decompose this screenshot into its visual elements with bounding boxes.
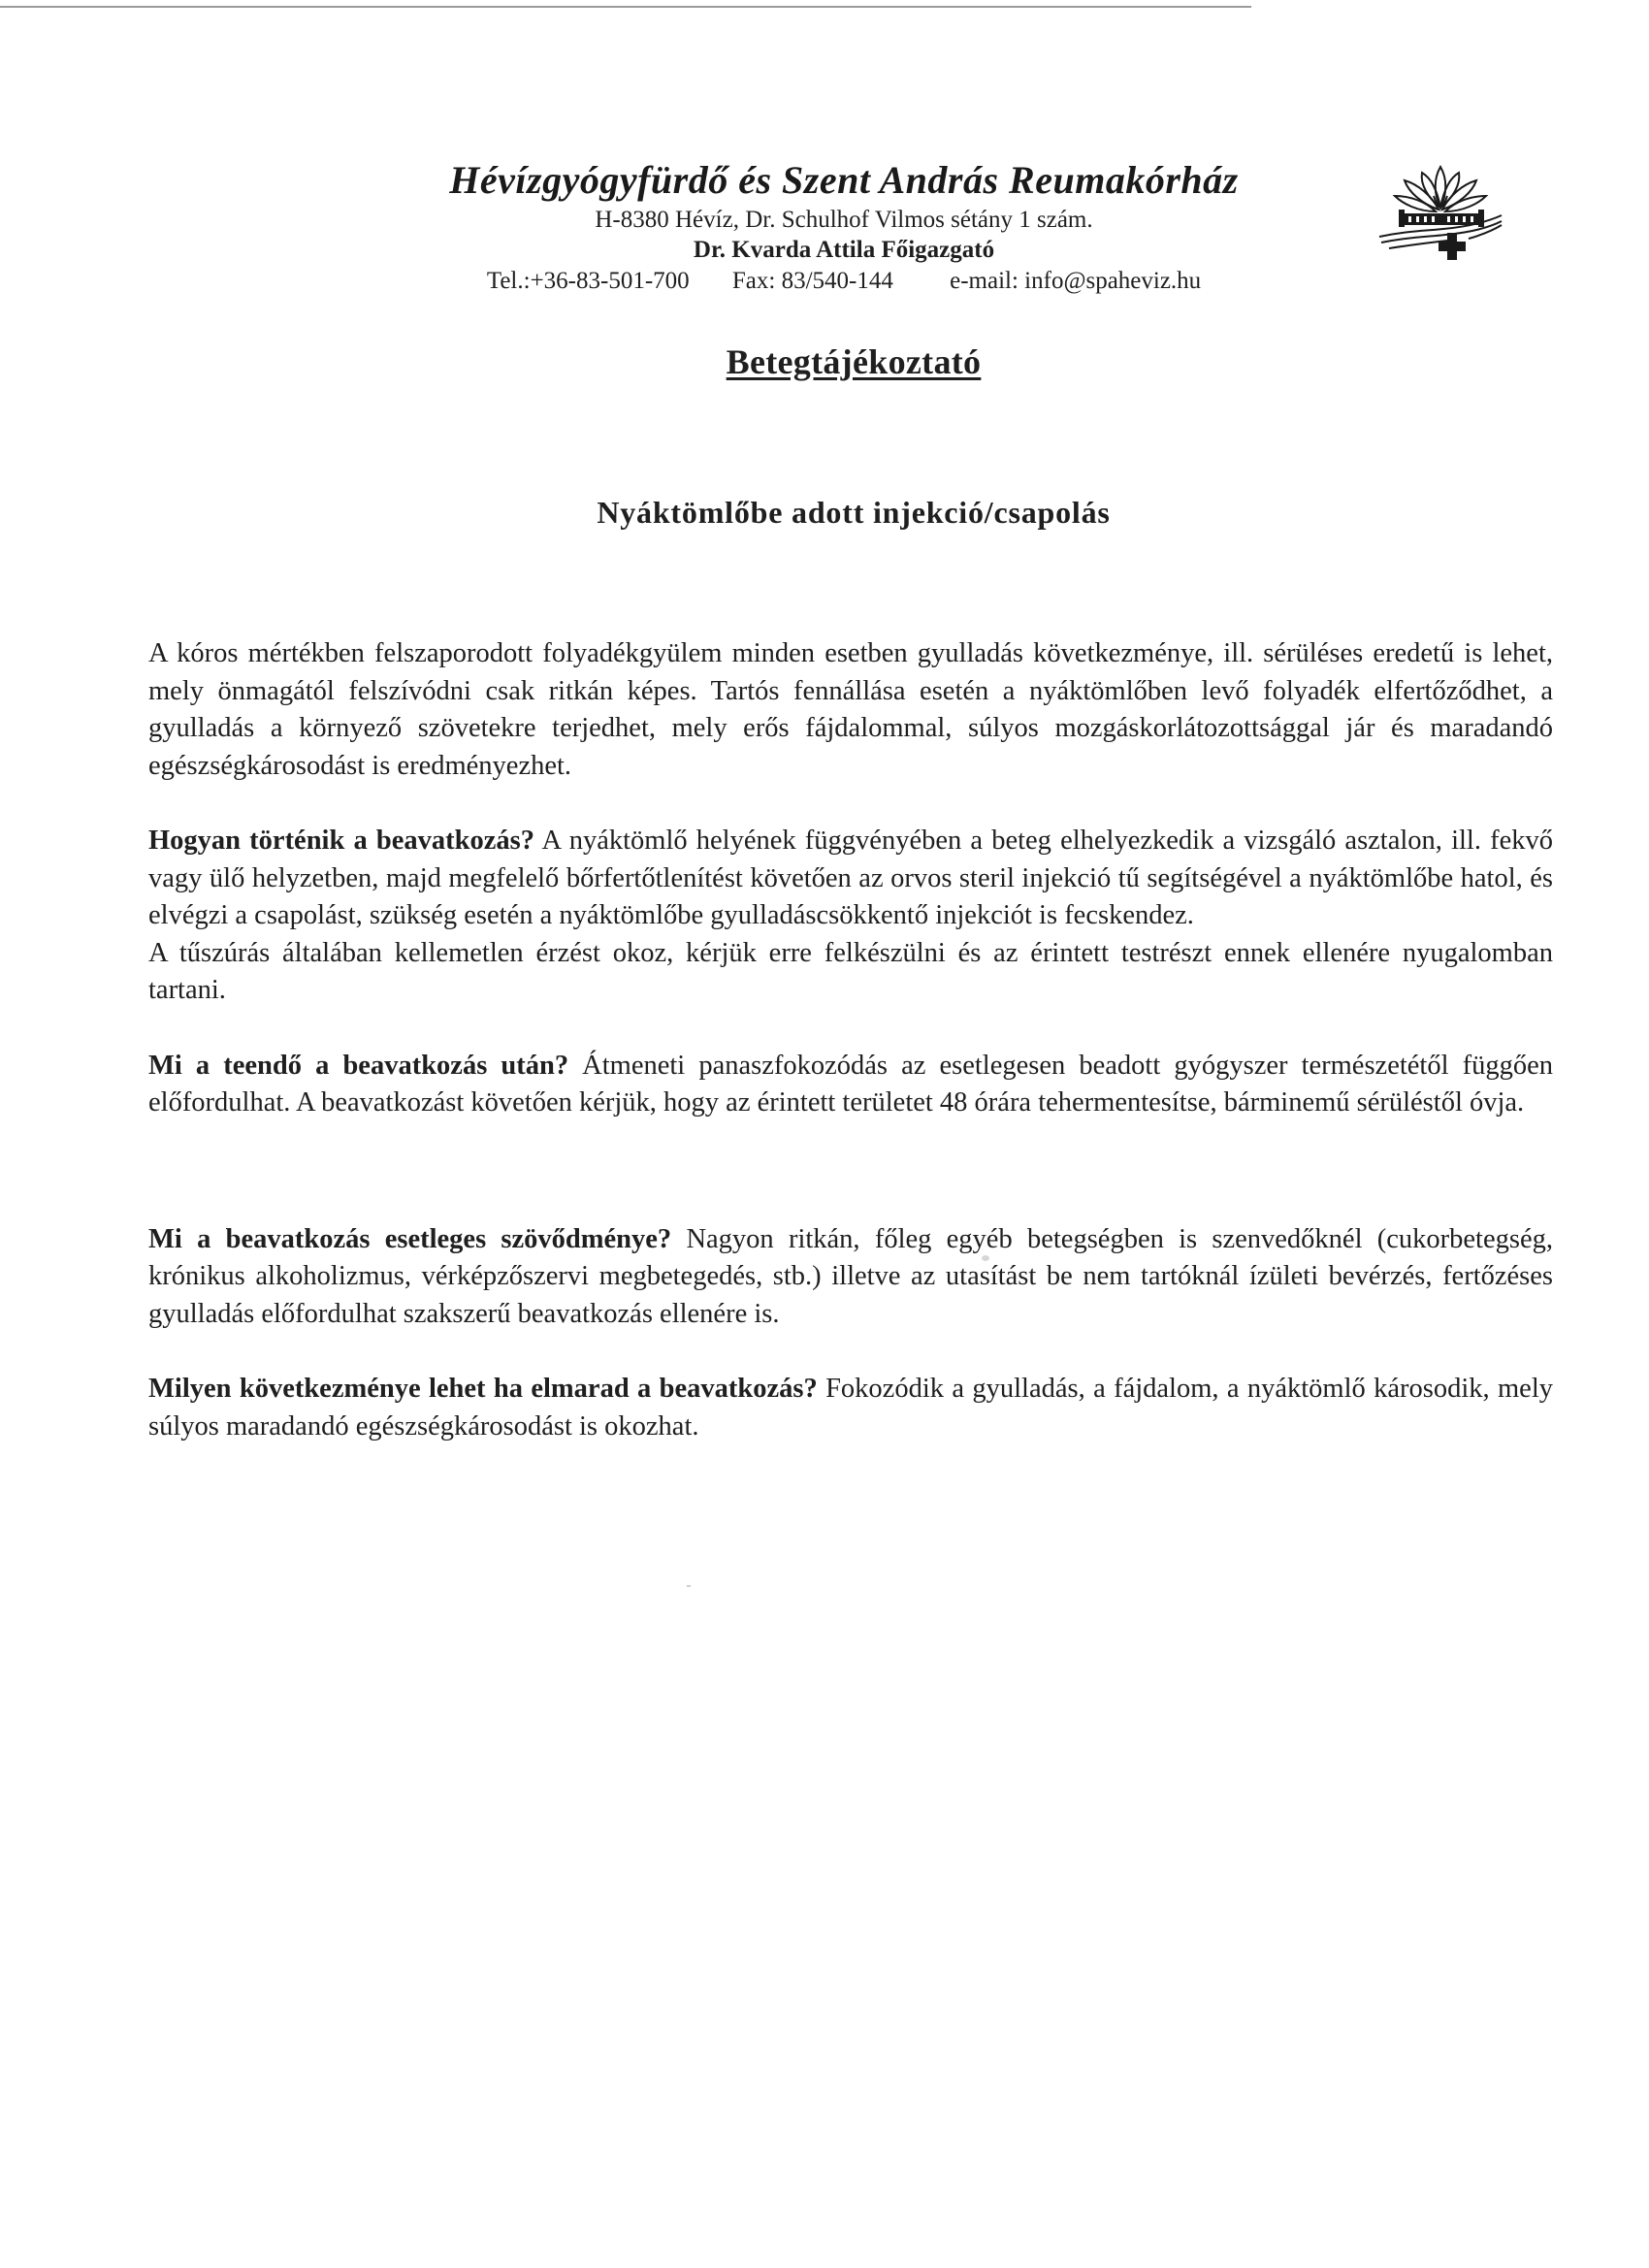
complications-paragraph: [148, 1221, 1553, 1334]
procedure-text: A nyáktömlő helyének függvényében a beteg elhelyezkedik a vizsgáló asztalon, ill. fekvő vagy ülő helyzetben, majd megfelelő bőrfertőtlenítést követően az orvos steril injekció tű segítségével a nyáktömlőbe hatol, és elvégzi a csapolást, szükség esetén a nyáktömlőbe gyulladáscsökkentő injekciót is fecskendez.: [148, 826, 1553, 930]
aftercare-text: Átmeneti panaszfokozódás az esetlegesen beadott gyógyszer természetétől függően előfordulhat. A beavatkozást követően kérjük, hogy az érintett területet 48 órára tehermentesítse, bárminemű sérüléstől óvja.: [148, 1050, 1553, 1118]
procedure-note-paragraph: A tűszúrás általában kellemetlen érzést okoz, kérjük erre felkészülni és az érintett testrészt ennek ellenére nyugalomban tartani.: [148, 937, 1553, 1005]
procedure-paragraph: [148, 823, 1553, 935]
scan-speck: [982, 1255, 989, 1261]
email-address: e-mail: info@spaheviz.hu: [950, 268, 1202, 294]
consequences-paragraph: [148, 1371, 1553, 1445]
aftercare-heading: Mi a teendő a beavatkozás után?: [148, 1050, 569, 1081]
lotus-bridge-cross-logo-icon: [1377, 157, 1504, 274]
consequences-text: Fokozódik a gyulladás, a fájdalom, a nyáktömlő károsodik, mely súlyos maradandó egészségkárosodást is okozhat.: [148, 1374, 1553, 1442]
institution-address: H-8380 Hévíz, Dr. Schulhof Vilmos sétány 1 szám.: [595, 207, 1093, 233]
document-body: [148, 635, 1553, 1445]
fax-number: Fax: 83/540-144: [731, 268, 893, 294]
institution-name: Hévízgyógyfürdő és Szent András Reumakórház: [449, 158, 1239, 202]
contact-line: [320, 266, 1368, 297]
scan-edge-line: [0, 6, 1251, 8]
aftercare-paragraph: [148, 1048, 1553, 1122]
director-name: Dr. Kvarda Attila Főigazgató: [693, 237, 995, 263]
document-title: Betegtájékoztató: [726, 342, 982, 381]
letterhead: [320, 155, 1368, 297]
scan-speck: [687, 1585, 691, 1587]
complications-text: Nagyon ritkán, főleg egyéb betegségben is szenvedőknél (cukorbetegség, krónikus alkoholizmus, vérképzőszervi megbetegedés, stb.) illetve az utasítást be nem tartóknál ízületi bevérzés, fertőzéses gyulladás előfordulhat szakszerű beavatkozás ellenére is.: [148, 1223, 1553, 1329]
intro-paragraph: A kóros mértékben felszaporodott folyadékgyülem minden esetben gyulladás következménye, ill. sérüléses eredetű is lehet, mely önmagától felszívódni csak ritkán képes. Tartós fennállása esetén a nyáktömlőben levő folyadék elfertőződhet, a gyulladás a környező szövetekre terjedhet, mely erős fájdalommal, súlyos mozgáskorlátozottsággal jár és maradandó egészségkárosodást is eredményezhet.: [148, 638, 1553, 781]
complications-heading: Mi a beavatkozás esetleges szövődménye?: [148, 1223, 672, 1254]
document-subtitle: Nyáktömlőbe adott injekció/csapolás: [597, 495, 1111, 530]
consequences-heading: Milyen következménye lehet ha elmarad a beavatkozás?: [148, 1374, 818, 1404]
phone-number: Tel.:+36-83-501-700: [486, 268, 690, 294]
procedure-heading: Hogyan történik a beavatkozás?: [148, 826, 534, 856]
